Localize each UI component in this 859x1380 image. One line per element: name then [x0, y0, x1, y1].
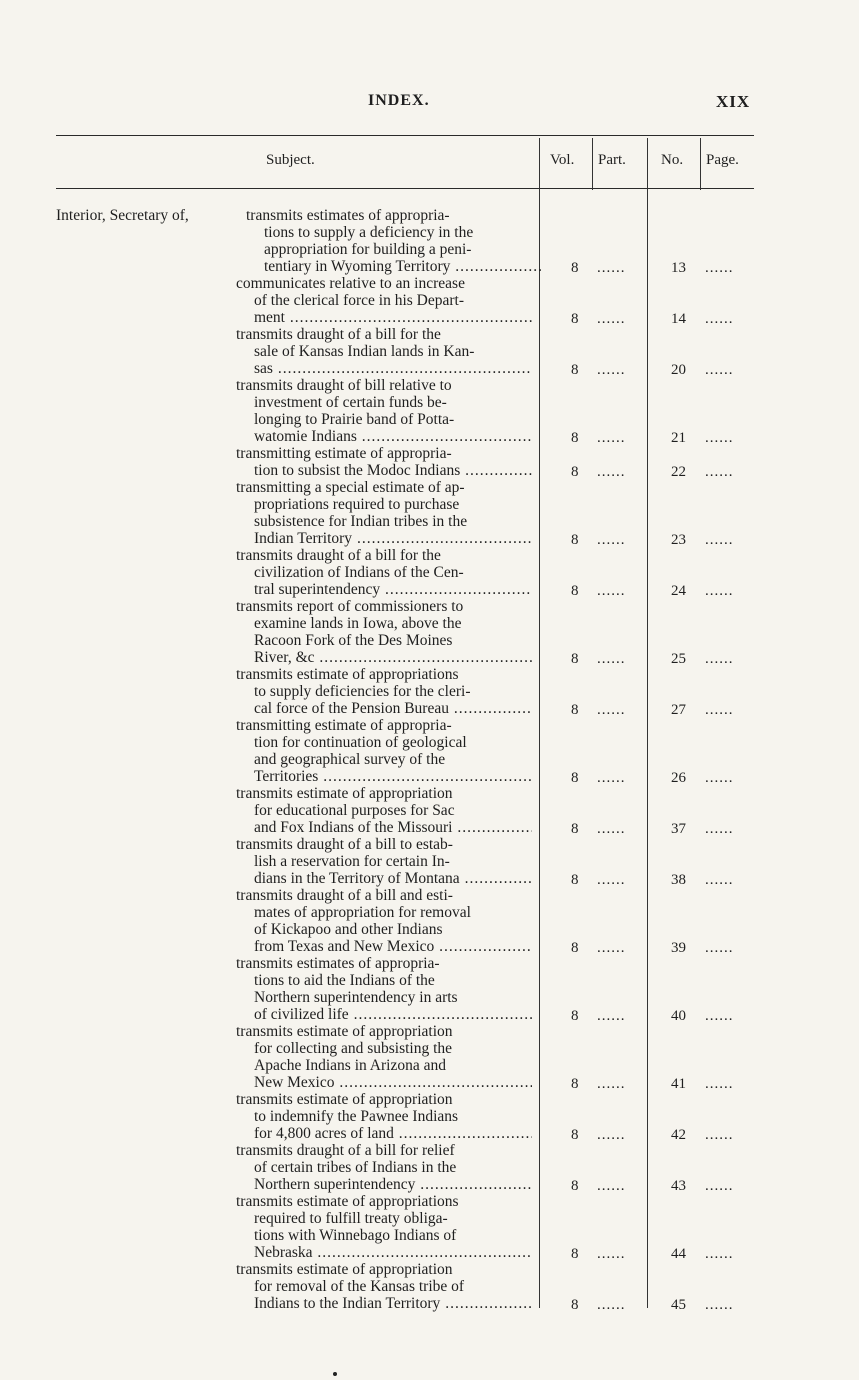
entry-line: transmitting estimate of appropria-	[236, 445, 452, 462]
entry-line: from Texas and New Mexico .....	[236, 938, 532, 955]
entry-no: 39	[671, 940, 686, 956]
entry-line: watomie Indians .....	[236, 428, 532, 445]
entry-page: ......	[705, 532, 734, 548]
entry-no: 14	[671, 311, 686, 327]
entry-text	[236, 666, 532, 717]
entry-text	[236, 326, 532, 377]
entry-line: Indians to the Indian Territory .....	[236, 1295, 532, 1312]
entry-line: sas .....	[236, 360, 532, 377]
entry-line: and Fox Indians of the Missouri .....	[236, 819, 532, 836]
entry-vol: 8	[571, 583, 579, 599]
entry-line: for collecting and subsisting the	[254, 1040, 453, 1057]
entry-text	[236, 377, 532, 445]
entry-part: ......	[597, 940, 626, 956]
entry-line: of civilized life .....	[236, 1006, 532, 1023]
entry-no: 21	[671, 430, 686, 446]
entry-text	[236, 479, 532, 547]
entry-vol: 8	[571, 1178, 579, 1194]
entry-line: examine lands in Iowa, above the	[254, 615, 462, 632]
entry-text	[236, 547, 532, 598]
entry-line: Racoon Fork of the Des Moines	[254, 632, 453, 649]
entry-line: transmits estimate of appropriation	[236, 1091, 453, 1108]
column-header-page: Page.	[706, 152, 739, 168]
header-rule	[56, 188, 754, 189]
entry-no: 23	[671, 532, 686, 548]
entry-no: 44	[671, 1246, 686, 1262]
entry-part: ......	[597, 430, 626, 446]
entry-vol: 8	[571, 651, 579, 667]
entry-line: ment .....	[236, 309, 532, 326]
entry-text	[236, 1261, 532, 1312]
entry-page: ......	[705, 872, 734, 888]
entry-part: ......	[597, 1076, 626, 1092]
entry-part: ......	[597, 260, 626, 276]
entry-line: Indian Territory .....	[236, 530, 532, 547]
entry-page: ......	[705, 1076, 734, 1092]
entry-page: ......	[705, 464, 734, 480]
entry-line: transmits draught of a bill for the	[236, 326, 441, 343]
entry-text	[246, 207, 542, 275]
entry-line: Territories .....	[236, 768, 532, 785]
entry-line: transmits estimate of appropriation	[236, 1023, 453, 1040]
entry-line: tion to subsist the Modoc Indians .....	[236, 462, 532, 479]
entry-vol: 8	[571, 311, 579, 327]
entry-part: ......	[597, 770, 626, 786]
entry-text	[236, 598, 532, 666]
entry-line: longing to Prairie band of Potta-	[254, 411, 455, 428]
entry-text	[236, 1142, 532, 1193]
entry-no: 27	[671, 702, 686, 718]
entry-text	[236, 785, 532, 836]
entry-page: ......	[705, 821, 734, 837]
entry-line: Apache Indians in Arizona and	[254, 1057, 446, 1074]
entry-page: ......	[705, 702, 734, 718]
entry-line: tions to aid the Indians of the	[254, 972, 435, 989]
entry-part: ......	[597, 464, 626, 480]
entry-line: transmits estimates of appropria-	[236, 955, 440, 972]
entry-vol: 8	[571, 532, 579, 548]
entry-line: of certain tribes of Indians in the	[254, 1159, 457, 1176]
entry-line: subsistence for Indian tribes in the	[254, 513, 468, 530]
entry-page: ......	[705, 311, 734, 327]
entry-vol: 8	[571, 1008, 579, 1024]
entry-text	[236, 445, 532, 479]
entry-text	[236, 887, 532, 955]
entry-line: and geographical survey of the	[254, 751, 446, 768]
index-heading: Interior, Secretary of,	[56, 207, 189, 224]
column-divider-vol-part	[592, 138, 593, 190]
entry-line: communicates relative to an increase	[236, 275, 465, 292]
entry-line: Northern superintendency in arts	[254, 989, 458, 1006]
entry-line: lish a reservation for certain In-	[254, 853, 450, 870]
entry-no: 25	[671, 651, 686, 667]
entry-text	[236, 1091, 532, 1142]
page-mark	[333, 1372, 337, 1376]
entry-line: for 4,800 acres of land .....	[236, 1125, 532, 1142]
entry-page: ......	[705, 770, 734, 786]
entry-line: Nebraska .....	[236, 1244, 532, 1261]
entry-line: investment of certain funds be-	[254, 394, 447, 411]
running-title: INDEX.	[368, 92, 430, 109]
entry-line: transmits estimates of appropria-	[246, 207, 450, 224]
entry-part: ......	[597, 702, 626, 718]
entry-part: ......	[597, 1008, 626, 1024]
entry-vol: 8	[571, 464, 579, 480]
entry-line: tral superintendency .....	[236, 581, 532, 598]
entry-vol: 8	[571, 362, 579, 378]
entry-page: ......	[705, 583, 734, 599]
entry-page: ......	[705, 1008, 734, 1024]
entry-vol: 8	[571, 430, 579, 446]
entry-text	[236, 275, 532, 326]
entry-part: ......	[597, 532, 626, 548]
entry-line: for removal of the Kansas tribe of	[254, 1278, 465, 1295]
entry-part: ......	[597, 1246, 626, 1262]
entry-line: transmits draught of a bill and esti-	[236, 887, 453, 904]
entry-page: ......	[705, 362, 734, 378]
entry-no: 20	[671, 362, 686, 378]
column-divider-subject-vol	[539, 138, 540, 1308]
entry-line: dians in the Territory of Montana .....	[236, 870, 532, 887]
entry-line: transmitting estimate of appropria-	[236, 717, 452, 734]
column-header-part: Part.	[598, 152, 626, 168]
entry-page: ......	[705, 1297, 734, 1313]
entry-line: New Mexico .....	[236, 1074, 532, 1091]
entry-page: ......	[705, 651, 734, 667]
entry-no: 40	[671, 1008, 686, 1024]
entry-no: 42	[671, 1127, 686, 1143]
entry-text	[236, 1193, 532, 1261]
entry-vol: 8	[571, 940, 579, 956]
entry-part: ......	[597, 1297, 626, 1313]
entry-part: ......	[597, 311, 626, 327]
entry-line: transmits draught of a bill to estab-	[236, 836, 453, 853]
entry-line: transmits estimate of appropriation	[236, 785, 453, 802]
entry-part: ......	[597, 872, 626, 888]
entry-vol: 8	[571, 1246, 579, 1262]
entry-vol: 8	[571, 821, 579, 837]
entry-page: ......	[705, 430, 734, 446]
entry-no: 13	[671, 260, 686, 276]
entry-part: ......	[597, 1127, 626, 1143]
entry-line: of the clerical force in his Depart-	[254, 292, 465, 309]
entry-vol: 8	[571, 1076, 579, 1092]
entry-line: tions with Winnebago Indians of	[254, 1227, 457, 1244]
entry-line: transmits draught of a bill for relief	[236, 1142, 455, 1159]
entry-line: sale of Kansas Indian lands in Kan-	[254, 343, 475, 360]
entry-no: 41	[671, 1076, 686, 1092]
entry-line: tions to supply a deficiency in the	[264, 224, 474, 241]
page-number: XIX	[716, 92, 751, 111]
entry-text	[236, 955, 532, 1023]
entry-page: ......	[705, 940, 734, 956]
entry-line: to indemnify the Pawnee Indians	[254, 1108, 459, 1125]
entry-line: tion for continuation of geological	[254, 734, 467, 751]
entry-line: transmits draught of bill relative to	[236, 377, 452, 394]
entry-page: ......	[705, 260, 734, 276]
entry-line: of Kickapoo and other Indians	[254, 921, 443, 938]
entry-no: 22	[671, 464, 686, 480]
entry-part: ......	[597, 583, 626, 599]
top-rule	[56, 135, 754, 136]
entry-line: for educational purposes for Sac	[254, 802, 455, 819]
column-header-no: No.	[661, 152, 684, 168]
entry-vol: 8	[571, 1297, 579, 1313]
entry-line: required to fulfill treaty obliga-	[254, 1210, 448, 1227]
entry-line: transmitting a special estimate of ap-	[236, 479, 465, 496]
entry-no: 38	[671, 872, 686, 888]
entry-part: ......	[597, 651, 626, 667]
running-head	[0, 92, 859, 114]
entry-text	[236, 717, 532, 785]
entry-text	[236, 1023, 532, 1091]
entry-line: Northern superintendency .....	[236, 1176, 532, 1193]
entry-vol: 8	[571, 872, 579, 888]
entry-page: ......	[705, 1127, 734, 1143]
entry-line: propriations required to purchase	[254, 496, 460, 513]
entry-vol: 8	[571, 1127, 579, 1143]
entry-no: 24	[671, 583, 686, 599]
entry-line: tentiary in Wyoming Territory .....	[246, 258, 542, 275]
entry-vol: 8	[571, 260, 579, 276]
entry-no: 37	[671, 821, 686, 837]
entry-line: cal force of the Pension Bureau .....	[236, 700, 532, 717]
entry-line: River, &c .....	[236, 649, 532, 666]
entry-no: 26	[671, 770, 686, 786]
entry-part: ......	[597, 821, 626, 837]
entry-line: to supply deficiencies for the cleri-	[254, 683, 471, 700]
entry-no: 45	[671, 1297, 686, 1313]
entry-vol: 8	[571, 770, 579, 786]
entry-no: 43	[671, 1178, 686, 1194]
entry-page: ......	[705, 1246, 734, 1262]
entry-page: ......	[705, 1178, 734, 1194]
entry-line: appropriation for building a peni-	[264, 241, 472, 258]
entry-line: transmits estimate of appropriation	[236, 1261, 453, 1278]
entry-text	[236, 836, 532, 887]
column-divider-part-no	[647, 138, 648, 1308]
entry-line: transmits estimate of appropriations	[236, 666, 459, 683]
entry-line: transmits draught of a bill for the	[236, 547, 441, 564]
column-divider-no-page	[700, 138, 701, 190]
entry-vol: 8	[571, 702, 579, 718]
entry-line: mates of appropriation for removal	[254, 904, 471, 921]
entry-line: transmits report of commissioners to	[236, 598, 464, 615]
column-header-vol: Vol.	[550, 152, 575, 168]
entry-line: civilization of Indians of the Cen-	[254, 564, 464, 581]
column-header-subject: Subject.	[266, 152, 315, 168]
entry-part: ......	[597, 362, 626, 378]
entry-part: ......	[597, 1178, 626, 1194]
entry-line: transmits estimate of appropriations	[236, 1193, 459, 1210]
